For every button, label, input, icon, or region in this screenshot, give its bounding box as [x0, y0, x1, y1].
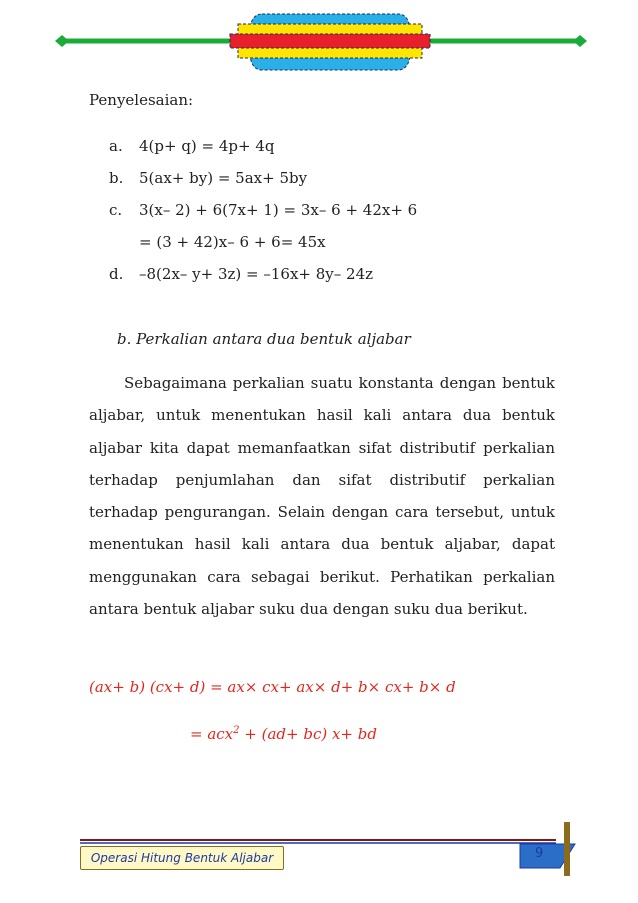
header-ornament	[0, 0, 638, 90]
left-diamond-icon	[55, 35, 69, 47]
exponent: 2	[233, 725, 240, 736]
section-subheading: b. Perkalian antara dua bentuk aljabar	[117, 330, 411, 348]
footer-title: Operasi Hitung Bentuk Aljabar	[80, 846, 284, 870]
expansion-equation-line1: (ax+ b) (cx+ d) = ax× cx+ ax× d+ b× cx+ b× d	[89, 678, 456, 696]
equation-a: 4(p+ q) = 4p+ 4q	[139, 137, 275, 155]
list-item: c. 3(x– 2) + 6(7x+ 1) = 3x– 6 + 42x+ 6	[109, 201, 418, 219]
equation-c: 3(x– 2) + 6(7x+ 1) = 3x– 6 + 42x+ 6	[139, 201, 418, 219]
expansion-equation-line2: = acx$^2$ + (ad+ bc) x+ bd	[190, 725, 377, 743]
equation-d: –8(2x– y+ 3z) = –16x+ 8y– 24z	[139, 265, 374, 283]
right-diamond-icon	[573, 35, 587, 47]
page-number: 9	[535, 846, 544, 861]
body-paragraph: Sebagaimana perkalian suatu konstanta dengan bentuk aljabar, untuk menentukan hasil kali antara dua bentuk aljabar kita dapat memanfaatkan sifat distributif perkalian terhadap penjumlahan dan sifat distributif perkalian terhadap pengurangan. Selain dengan cara tersebut, untuk menentukan hasil kali antara dua bentuk aljabar, dapat menggunakan cara sebagai berikut. Perhatikan perkalian antara bentuk aljabar suku dua dengan suku dua berikut.	[89, 374, 555, 619]
heading-penyelesaian: Penyelesaian:	[89, 91, 194, 109]
list-item: d. –8(2x– y+ 3z) = –16x+ 8y– 24z	[109, 265, 374, 283]
equation-c-continued: = (3 + 42)x– 6 + 6= 45x	[139, 233, 326, 251]
list-item: b. 5(ax+ by) = 5ax+ 5by	[109, 169, 308, 187]
footer-post	[564, 822, 570, 876]
list-item	[109, 233, 326, 251]
banner-red-band	[230, 34, 430, 48]
list-item: a. 4(p+ q) = 4p+ 4q	[109, 137, 275, 155]
equation-b: 5(ax+ by) = 5ax+ 5by	[139, 169, 308, 187]
